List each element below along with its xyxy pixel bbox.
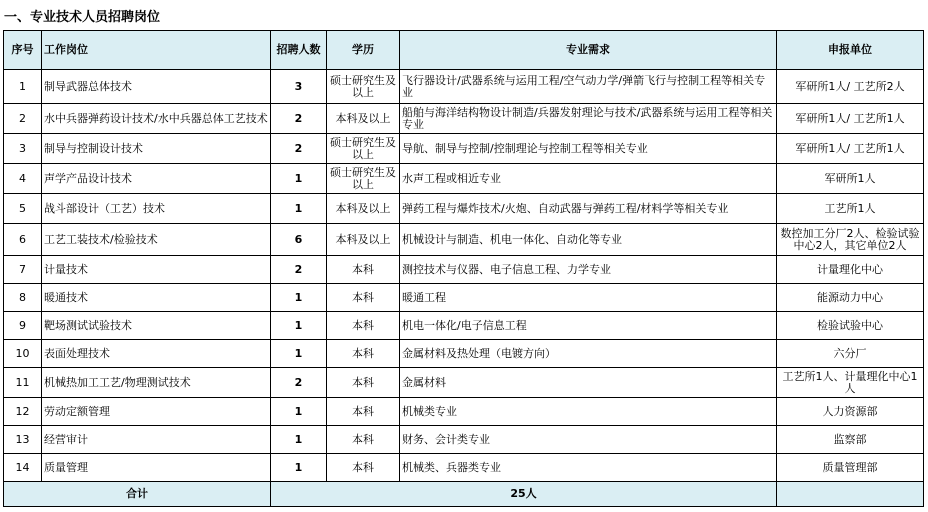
header-major: 专业需求 [400, 31, 777, 70]
row-post: 靶场测试试验技术 [42, 312, 271, 340]
row-major: 机械类专业 [400, 398, 777, 426]
row-count: 1 [271, 164, 327, 194]
row-seq: 9 [4, 312, 42, 340]
header-post: 工作岗位 [42, 31, 271, 70]
row-major: 弹药工程与爆炸技术/火炮、自动武器与弹药工程/材料学等相关专业 [400, 194, 777, 224]
page-title: 一、专业技术人员招聘岗位 [4, 10, 161, 25]
row-post: 质量管理 [42, 454, 271, 482]
row-seq: 5 [4, 194, 42, 224]
row-seq: 1 [4, 70, 42, 104]
table-row [4, 70, 924, 104]
row-edu: 本科 [327, 398, 400, 426]
table-row [4, 256, 924, 284]
row-major: 机电一体化/电子信息工程 [400, 312, 777, 340]
row-major: 金属材料 [400, 368, 777, 398]
row-unit: 军研所1人/ 工艺所1人 [777, 134, 924, 164]
row-post: 水中兵器弹药设计技术/水中兵器总体工艺技术 [42, 104, 271, 134]
row-edu: 本科 [327, 256, 400, 284]
row-major: 财务、会计类专业 [400, 426, 777, 454]
row-count: 1 [271, 312, 327, 340]
row-major: 飞行器设计/武器系统与运用工程/空气动力学/弹箭飞行与控制工程等相关专业 [400, 70, 777, 104]
row-major: 机械设计与制造、机电一体化、自动化等专业 [400, 224, 777, 256]
total-value: 25人 [271, 482, 777, 507]
row-post: 机械热加工工艺/物理测试技术 [42, 368, 271, 398]
row-unit: 质量管理部 [777, 454, 924, 482]
row-unit: 数控加工分厂2人、检验试验中心2人，其它单位2人 [777, 224, 924, 256]
header-seq: 序号 [4, 31, 42, 70]
row-major: 船舶与海洋结构物设计制造/兵器发射理论与技术/武器系统与运用工程等相关专业 [400, 104, 777, 134]
row-count: 2 [271, 256, 327, 284]
row-seq: 8 [4, 284, 42, 312]
total-empty [777, 482, 924, 507]
header-edu: 学历 [327, 31, 400, 70]
row-unit: 军研所1人/ 工艺所1人 [777, 104, 924, 134]
row-edu: 本科 [327, 284, 400, 312]
table-row [4, 224, 924, 256]
header-unit: 申报单位 [777, 31, 924, 70]
row-unit: 计量理化中心 [777, 256, 924, 284]
row-unit: 人力资源部 [777, 398, 924, 426]
row-major: 机械类、兵器类专业 [400, 454, 777, 482]
table-row [4, 426, 924, 454]
row-unit: 军研所1人/ 工艺所2人 [777, 70, 924, 104]
row-post: 声学产品设计技术 [42, 164, 271, 194]
table-row [4, 340, 924, 368]
row-count: 3 [271, 70, 327, 104]
row-unit: 工艺所1人 [777, 194, 924, 224]
row-major: 暖通工程 [400, 284, 777, 312]
header-row [4, 31, 924, 70]
table-row [4, 284, 924, 312]
row-edu: 本科及以上 [327, 104, 400, 134]
row-count: 1 [271, 340, 327, 368]
row-count: 2 [271, 104, 327, 134]
total-label: 合计 [4, 482, 271, 507]
row-seq: 3 [4, 134, 42, 164]
row-count: 1 [271, 284, 327, 312]
row-count: 2 [271, 368, 327, 398]
row-seq: 12 [4, 398, 42, 426]
row-major: 金属材料及热处理（电镀方向） [400, 340, 777, 368]
row-count: 1 [271, 398, 327, 426]
table-row [4, 194, 924, 224]
row-edu: 本科及以上 [327, 224, 400, 256]
table-row [4, 368, 924, 398]
row-edu: 本科 [327, 368, 400, 398]
row-post: 战斗部设计（工艺）技术 [42, 194, 271, 224]
recruitment-table [3, 30, 924, 507]
row-unit: 检验试验中心 [777, 312, 924, 340]
row-edu: 本科 [327, 312, 400, 340]
row-count: 1 [271, 454, 327, 482]
row-count: 1 [271, 426, 327, 454]
row-post: 计量技术 [42, 256, 271, 284]
row-major: 导航、制导与控制/控制理论与控制工程等相关专业 [400, 134, 777, 164]
table-row [4, 398, 924, 426]
row-seq: 13 [4, 426, 42, 454]
header-count: 招聘人数 [271, 31, 327, 70]
table-row [4, 104, 924, 134]
row-unit: 军研所1人 [777, 164, 924, 194]
row-seq: 6 [4, 224, 42, 256]
row-count: 1 [271, 194, 327, 224]
row-post: 制导武器总体技术 [42, 70, 271, 104]
table-row [4, 164, 924, 194]
row-edu: 硕士研究生及以上 [327, 164, 400, 194]
row-seq: 2 [4, 104, 42, 134]
row-post: 暖通技术 [42, 284, 271, 312]
row-seq: 10 [4, 340, 42, 368]
row-unit: 监察部 [777, 426, 924, 454]
table-row [4, 312, 924, 340]
row-unit: 能源动力中心 [777, 284, 924, 312]
row-post: 制导与控制设计技术 [42, 134, 271, 164]
row-seq: 11 [4, 368, 42, 398]
row-count: 2 [271, 134, 327, 164]
total-row [4, 482, 924, 507]
table-row [4, 134, 924, 164]
row-edu: 本科 [327, 340, 400, 368]
table-row [4, 454, 924, 482]
row-edu: 本科 [327, 426, 400, 454]
row-post: 表面处理技术 [42, 340, 271, 368]
row-post: 劳动定额管理 [42, 398, 271, 426]
row-seq: 4 [4, 164, 42, 194]
row-edu: 硕士研究生及以上 [327, 70, 400, 104]
row-major: 测控技术与仪器、电子信息工程、力学专业 [400, 256, 777, 284]
row-post: 经营审计 [42, 426, 271, 454]
row-count: 6 [271, 224, 327, 256]
row-unit: 工艺所1人、计量理化中心1人 [777, 368, 924, 398]
row-unit: 六分厂 [777, 340, 924, 368]
row-seq: 7 [4, 256, 42, 284]
row-edu: 本科 [327, 454, 400, 482]
row-edu: 硕士研究生及以上 [327, 134, 400, 164]
row-major: 水声工程或相近专业 [400, 164, 777, 194]
row-edu: 本科及以上 [327, 194, 400, 224]
row-seq: 14 [4, 454, 42, 482]
row-post: 工艺工装技术/检验技术 [42, 224, 271, 256]
